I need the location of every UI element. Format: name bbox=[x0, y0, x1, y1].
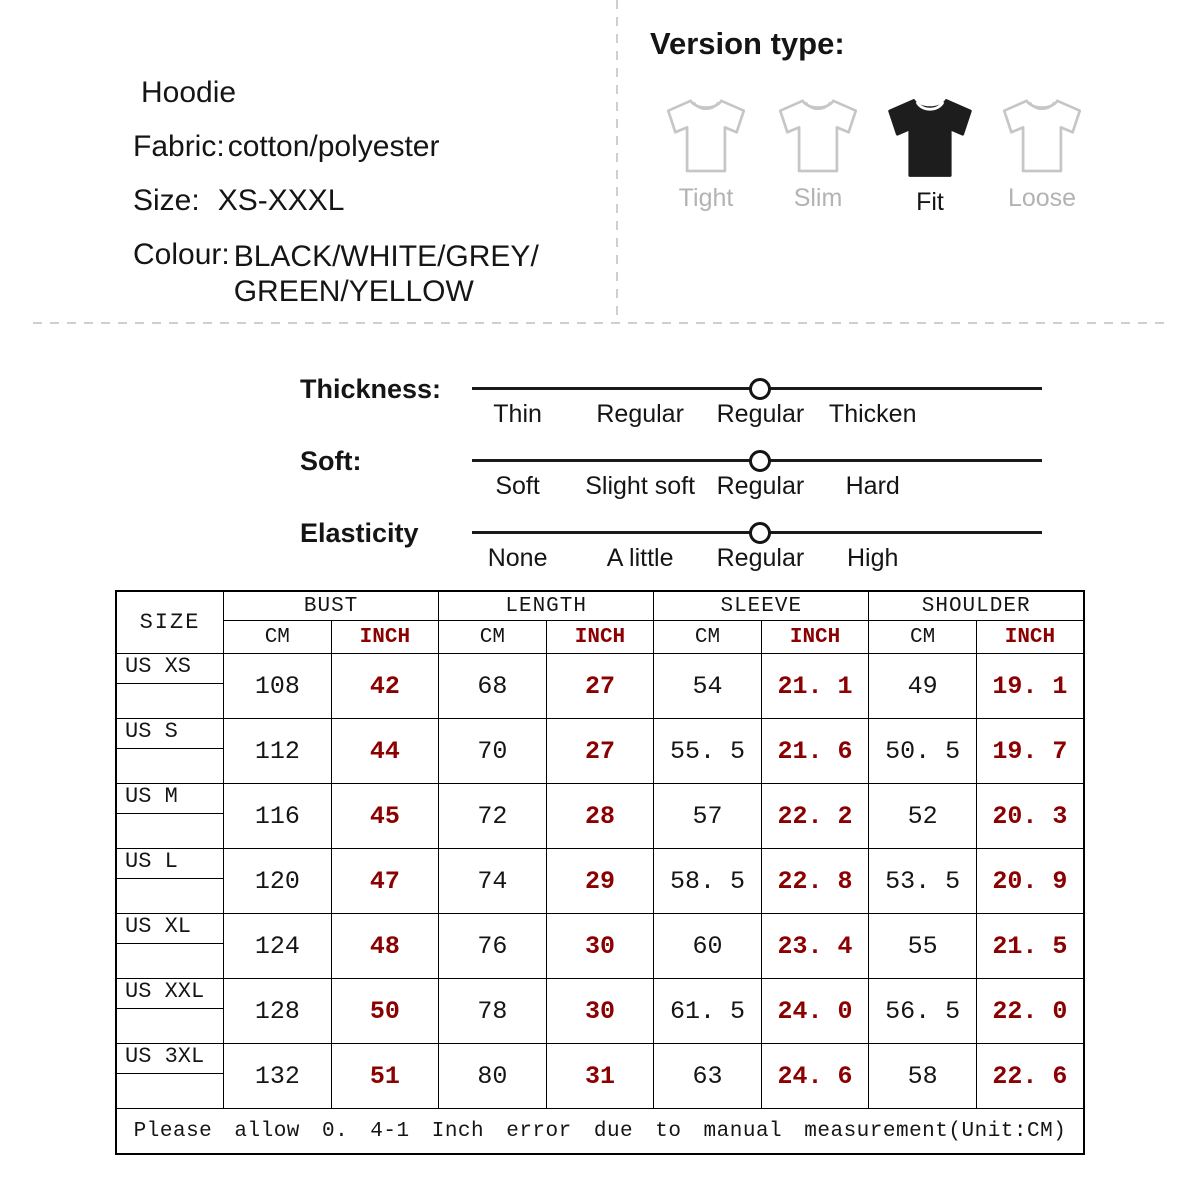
slider-row-elasticity bbox=[300, 518, 1200, 572]
version-option-label: Loose bbox=[1007, 184, 1077, 212]
table-row bbox=[116, 979, 1084, 1044]
bust-cm-cell: 128 bbox=[224, 979, 332, 1044]
shoulder-inch-cell: 20. 9 bbox=[976, 849, 1084, 914]
slider-option: Regular bbox=[716, 544, 805, 572]
colour-value-line1: BLACK/WHITE/GREY/ bbox=[233, 240, 539, 273]
bust-inch-cell: 50 bbox=[331, 979, 439, 1044]
length-cm-cell: 68 bbox=[439, 654, 547, 719]
bust-inch-cell: 51 bbox=[331, 1044, 439, 1109]
length-inch-cell: 31 bbox=[546, 1044, 654, 1109]
shoulder-inch-cell: 20. 3 bbox=[976, 784, 1084, 849]
sleeve-cm-cell: 61. 5 bbox=[654, 979, 762, 1044]
size-cell: US XXL bbox=[116, 979, 224, 1044]
length-cm-cell: 78 bbox=[439, 979, 547, 1044]
length-inch-cell: 29 bbox=[546, 849, 654, 914]
size-cell: US S bbox=[116, 719, 224, 784]
tshirt-icon-filled bbox=[882, 94, 978, 180]
product-name-line bbox=[141, 78, 616, 108]
sleeve-inch-cell: 21. 6 bbox=[761, 719, 869, 784]
slider-track-elasticity bbox=[472, 518, 1042, 572]
bust-cm-cell: 120 bbox=[224, 849, 332, 914]
slider-label-soft: Soft: bbox=[300, 446, 362, 476]
sleeve-cm-cell: 63 bbox=[654, 1044, 762, 1109]
table-header-units bbox=[116, 621, 1084, 654]
bust-cm-cell: 116 bbox=[224, 784, 332, 849]
size-value: XS-XXXL bbox=[217, 184, 345, 217]
slider-option: Thin bbox=[493, 400, 542, 428]
shoulder-cm-cell: 56. 5 bbox=[869, 979, 977, 1044]
size-cell: US XL bbox=[116, 914, 224, 979]
slider-option: Regular bbox=[716, 472, 805, 500]
version-option-fit-selected bbox=[874, 94, 986, 217]
length-inch-cell: 28 bbox=[546, 784, 654, 849]
cm-header: CM bbox=[869, 621, 977, 654]
group-header-sleeve: SLEEVE bbox=[654, 591, 869, 621]
sleeve-inch-cell: 24. 0 bbox=[761, 979, 869, 1044]
group-header-length: LENGTH bbox=[439, 591, 654, 621]
group-header-shoulder: SHOULDER bbox=[869, 591, 1084, 621]
sleeve-inch-cell: 22. 8 bbox=[761, 849, 869, 914]
slider-label-thickness: Thickness: bbox=[300, 374, 442, 404]
shoulder-cm-cell: 52 bbox=[869, 784, 977, 849]
sleeve-inch-cell: 21. 1 bbox=[761, 654, 869, 719]
bust-inch-cell: 42 bbox=[331, 654, 439, 719]
cm-header: CM bbox=[654, 621, 762, 654]
sleeve-cm-cell: 58. 5 bbox=[654, 849, 762, 914]
horizontal-dashed-divider bbox=[33, 322, 1167, 324]
version-option-label: Slim bbox=[793, 184, 843, 212]
slider-option: High bbox=[846, 544, 899, 572]
slider-row-soft bbox=[300, 446, 1200, 500]
bust-cm-cell: 132 bbox=[224, 1044, 332, 1109]
bust-inch-cell: 45 bbox=[331, 784, 439, 849]
shoulder-cm-cell: 55 bbox=[869, 914, 977, 979]
slider-row-thickness bbox=[300, 374, 1200, 428]
inch-header: INCH bbox=[761, 621, 869, 654]
bust-cm-cell: 108 bbox=[224, 654, 332, 719]
sleeve-cm-cell: 57 bbox=[654, 784, 762, 849]
slider-track-thickness bbox=[472, 374, 1042, 428]
slider-line bbox=[472, 387, 1042, 390]
sleeve-cm-cell: 60 bbox=[654, 914, 762, 979]
size-header: SIZE bbox=[116, 591, 224, 654]
slider-option: Regular bbox=[596, 400, 684, 428]
bust-inch-cell: 48 bbox=[331, 914, 439, 979]
measurement-note: Please allow 0. 4-1 Inch error due to manual measurement(Unit:CM) bbox=[116, 1109, 1084, 1155]
size-cell: US L bbox=[116, 849, 224, 914]
fabric-value: cotton/polyester bbox=[227, 130, 440, 163]
length-inch-cell: 27 bbox=[546, 719, 654, 784]
version-type-options bbox=[650, 94, 1200, 217]
shoulder-cm-cell: 53. 5 bbox=[869, 849, 977, 914]
sleeve-inch-cell: 24. 6 bbox=[761, 1044, 869, 1109]
tshirt-icon bbox=[661, 94, 751, 176]
bust-inch-cell: 47 bbox=[331, 849, 439, 914]
table-row bbox=[116, 1044, 1084, 1109]
length-cm-cell: 74 bbox=[439, 849, 547, 914]
shoulder-inch-cell: 22. 0 bbox=[976, 979, 1084, 1044]
shoulder-inch-cell: 21. 5 bbox=[976, 914, 1084, 979]
slider-option: Hard bbox=[845, 472, 900, 500]
group-header-bust: BUST bbox=[224, 591, 439, 621]
tshirt-icon bbox=[773, 94, 863, 176]
length-cm-cell: 76 bbox=[439, 914, 547, 979]
slider-option: None bbox=[487, 544, 548, 572]
colour-label: Colour: bbox=[133, 238, 230, 271]
shoulder-cm-cell: 49 bbox=[869, 654, 977, 719]
slider-option: Soft bbox=[495, 472, 540, 500]
colour-value bbox=[234, 240, 539, 309]
size-table bbox=[115, 590, 1085, 1155]
slider-label-elasticity: Elasticity bbox=[300, 518, 419, 548]
slider-options bbox=[472, 472, 1042, 500]
shoulder-inch-cell: 22. 6 bbox=[976, 1044, 1084, 1109]
slider-track-soft bbox=[472, 446, 1042, 500]
top-section bbox=[0, 0, 1200, 322]
size-line bbox=[133, 186, 616, 216]
slider-options bbox=[472, 400, 1042, 428]
size-cell: US 3XL bbox=[116, 1044, 224, 1109]
version-type-section bbox=[618, 0, 1200, 322]
inch-header: INCH bbox=[976, 621, 1084, 654]
shoulder-cm-cell: 50. 5 bbox=[869, 719, 977, 784]
version-option-label: Tight bbox=[678, 184, 734, 212]
product-name: Hoodie bbox=[141, 76, 237, 109]
colour-value-line2: GREEN/YELLOW bbox=[233, 274, 474, 308]
inch-header: INCH bbox=[331, 621, 439, 654]
cm-header: CM bbox=[224, 621, 332, 654]
version-option-slim bbox=[762, 94, 874, 217]
sleeve-inch-cell: 23. 4 bbox=[761, 914, 869, 979]
size-cell: US M bbox=[116, 784, 224, 849]
sleeve-cm-cell: 54 bbox=[654, 654, 762, 719]
size-cell: US XS bbox=[116, 654, 224, 719]
colour-line bbox=[133, 240, 616, 309]
table-row bbox=[116, 784, 1084, 849]
version-option-tight bbox=[650, 94, 762, 217]
version-option-label: Fit bbox=[916, 188, 944, 216]
length-cm-cell: 72 bbox=[439, 784, 547, 849]
size-label: Size: bbox=[133, 184, 200, 217]
tshirt-icon bbox=[997, 94, 1087, 176]
version-option-loose bbox=[986, 94, 1098, 217]
length-cm-cell: 70 bbox=[439, 719, 547, 784]
slider-knob bbox=[749, 378, 771, 400]
table-row bbox=[116, 914, 1084, 979]
sleeve-cm-cell: 55. 5 bbox=[654, 719, 762, 784]
length-inch-cell: 30 bbox=[546, 914, 654, 979]
slider-option: Thicken bbox=[828, 400, 917, 428]
bust-inch-cell: 44 bbox=[331, 719, 439, 784]
shoulder-inch-cell: 19. 1 bbox=[976, 654, 1084, 719]
bust-cm-cell: 112 bbox=[224, 719, 332, 784]
fabric-label: Fabric: bbox=[133, 130, 225, 163]
inch-header: INCH bbox=[546, 621, 654, 654]
slider-knob bbox=[749, 450, 771, 472]
slider-option: Slight soft bbox=[585, 472, 696, 500]
bust-cm-cell: 124 bbox=[224, 914, 332, 979]
slider-option: Regular bbox=[716, 400, 805, 428]
table-note-row bbox=[116, 1109, 1084, 1155]
slider-line bbox=[472, 531, 1042, 534]
cm-header: CM bbox=[439, 621, 547, 654]
shoulder-inch-cell: 19. 7 bbox=[976, 719, 1084, 784]
attribute-sliders bbox=[0, 374, 1200, 572]
slider-option: A little bbox=[606, 544, 674, 572]
slider-knob bbox=[749, 522, 771, 544]
slider-line bbox=[472, 459, 1042, 462]
table-row bbox=[116, 849, 1084, 914]
version-type-title: Version type: bbox=[650, 26, 845, 61]
table-header-groups bbox=[116, 591, 1084, 621]
product-info bbox=[0, 0, 616, 322]
shoulder-cm-cell: 58 bbox=[869, 1044, 977, 1109]
slider-options bbox=[472, 544, 1042, 572]
fabric-line bbox=[133, 132, 616, 162]
table-row bbox=[116, 719, 1084, 784]
length-inch-cell: 27 bbox=[546, 654, 654, 719]
length-cm-cell: 80 bbox=[439, 1044, 547, 1109]
table-row bbox=[116, 654, 1084, 719]
length-inch-cell: 30 bbox=[546, 979, 654, 1044]
sleeve-inch-cell: 22. 2 bbox=[761, 784, 869, 849]
